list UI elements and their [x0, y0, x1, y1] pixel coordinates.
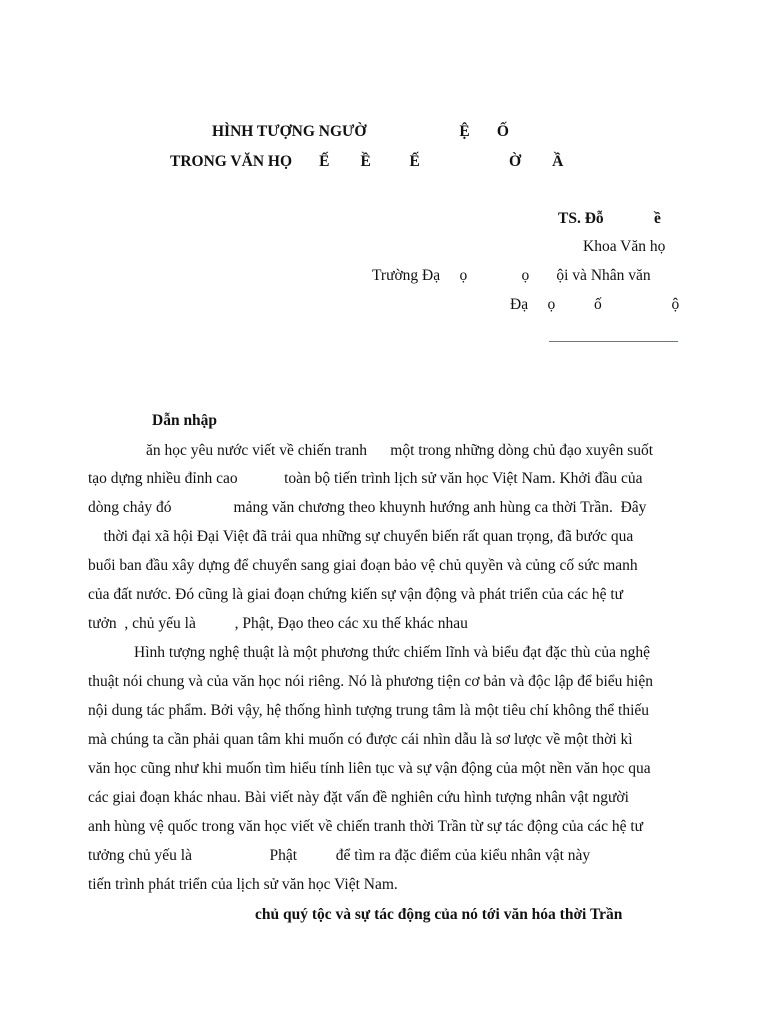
author-department: Khoa Văn họ: [583, 238, 666, 255]
p2-line: văn học cũng như khi muốn tìm hiểu tính liên tục và sự vận động của một nền văn học qua: [88, 760, 651, 777]
p1-line: ăn học yêu nước viết về chiến tranh một trong những dòng chủ đạo xuyên suốt: [146, 442, 654, 459]
p2-line: tiến trình phát triển của lịch sử văn học Việt Nam.: [88, 876, 398, 893]
p2-line: anh hùng vệ quốc trong văn học viết về chiến tranh thời Trần từ sự tác động của các hệ tư: [88, 818, 644, 835]
author-name: TS. Đỗ ề: [558, 210, 661, 227]
p1-line: dòng chảy đó mảng văn chương theo khuynh hướng anh hùng ca thời Trần. Đây: [88, 499, 647, 516]
author-institution: Đạ ọ ố ộ: [510, 296, 680, 313]
separator-rule: [549, 341, 678, 342]
p1-line: của đất nước. Đó cũng là giai đoạn chứng kiến sự vận động và phát triển của các hệ tư: [88, 586, 624, 603]
p1-line: tạo dựng nhiều đỉnh cao toàn bộ tiến trình lịch sử văn học Việt Nam. Khởi đầu của: [88, 470, 643, 487]
title-line-1: HÌNH TƯỢNG NGƯỜ Ệ Ố: [212, 123, 509, 140]
title-line-2: TRONG VĂN HỌ Ế Ề Ế Ờ Ầ: [170, 153, 564, 170]
p2-line: tưởng chủ yếu là Phật để tìm ra đặc điểm của kiểu nhân vật này: [88, 847, 591, 864]
p2-line: các giai đoạn khác nhau. Bài viết này đặt vấn đề nghiên cứu hình tượng nhân vật người: [88, 789, 629, 806]
p2-line: thuật nói chung và của văn học nói riêng. Nó là phương tiện cơ bản và độc lập để biểu hiện: [88, 673, 653, 690]
intro-heading: Dẫn nhập: [152, 412, 218, 429]
p2-line: nội dung tác phẩm. Bởi vậy, hệ thống hình tượng trung tâm là một tiêu chí không thể thiếu: [88, 702, 650, 719]
p2-line: Hình tượng nghệ thuật là một phương thức chiếm lĩnh và biểu đạt đặc thù của nghệ: [134, 644, 650, 661]
p2-line: mà chúng ta cần phải quan tâm khi muốn có được cái nhìn dẫu là sơ lược về một thời kì: [88, 731, 633, 748]
author-university: Trường Đạ ọ ọ ội và Nhân văn: [372, 267, 651, 284]
section-heading: chủ quý tộc và sự tác động của nó tới văn hóa thời Trần: [255, 906, 623, 923]
p1-line: buổi ban đầu xây dựng để chuyển sang giai đoạn bảo vệ chủ quyền và củng cố sức manh: [88, 557, 638, 574]
p1-line: tưởn , chủ yếu là , Phật, Đạo theo các xu thế khác nhau: [88, 615, 468, 632]
p1-line: thời đại xã hội Đại Việt đã trải qua những sự chuyển biến rất quan trọng, đã bước qua: [88, 528, 634, 545]
